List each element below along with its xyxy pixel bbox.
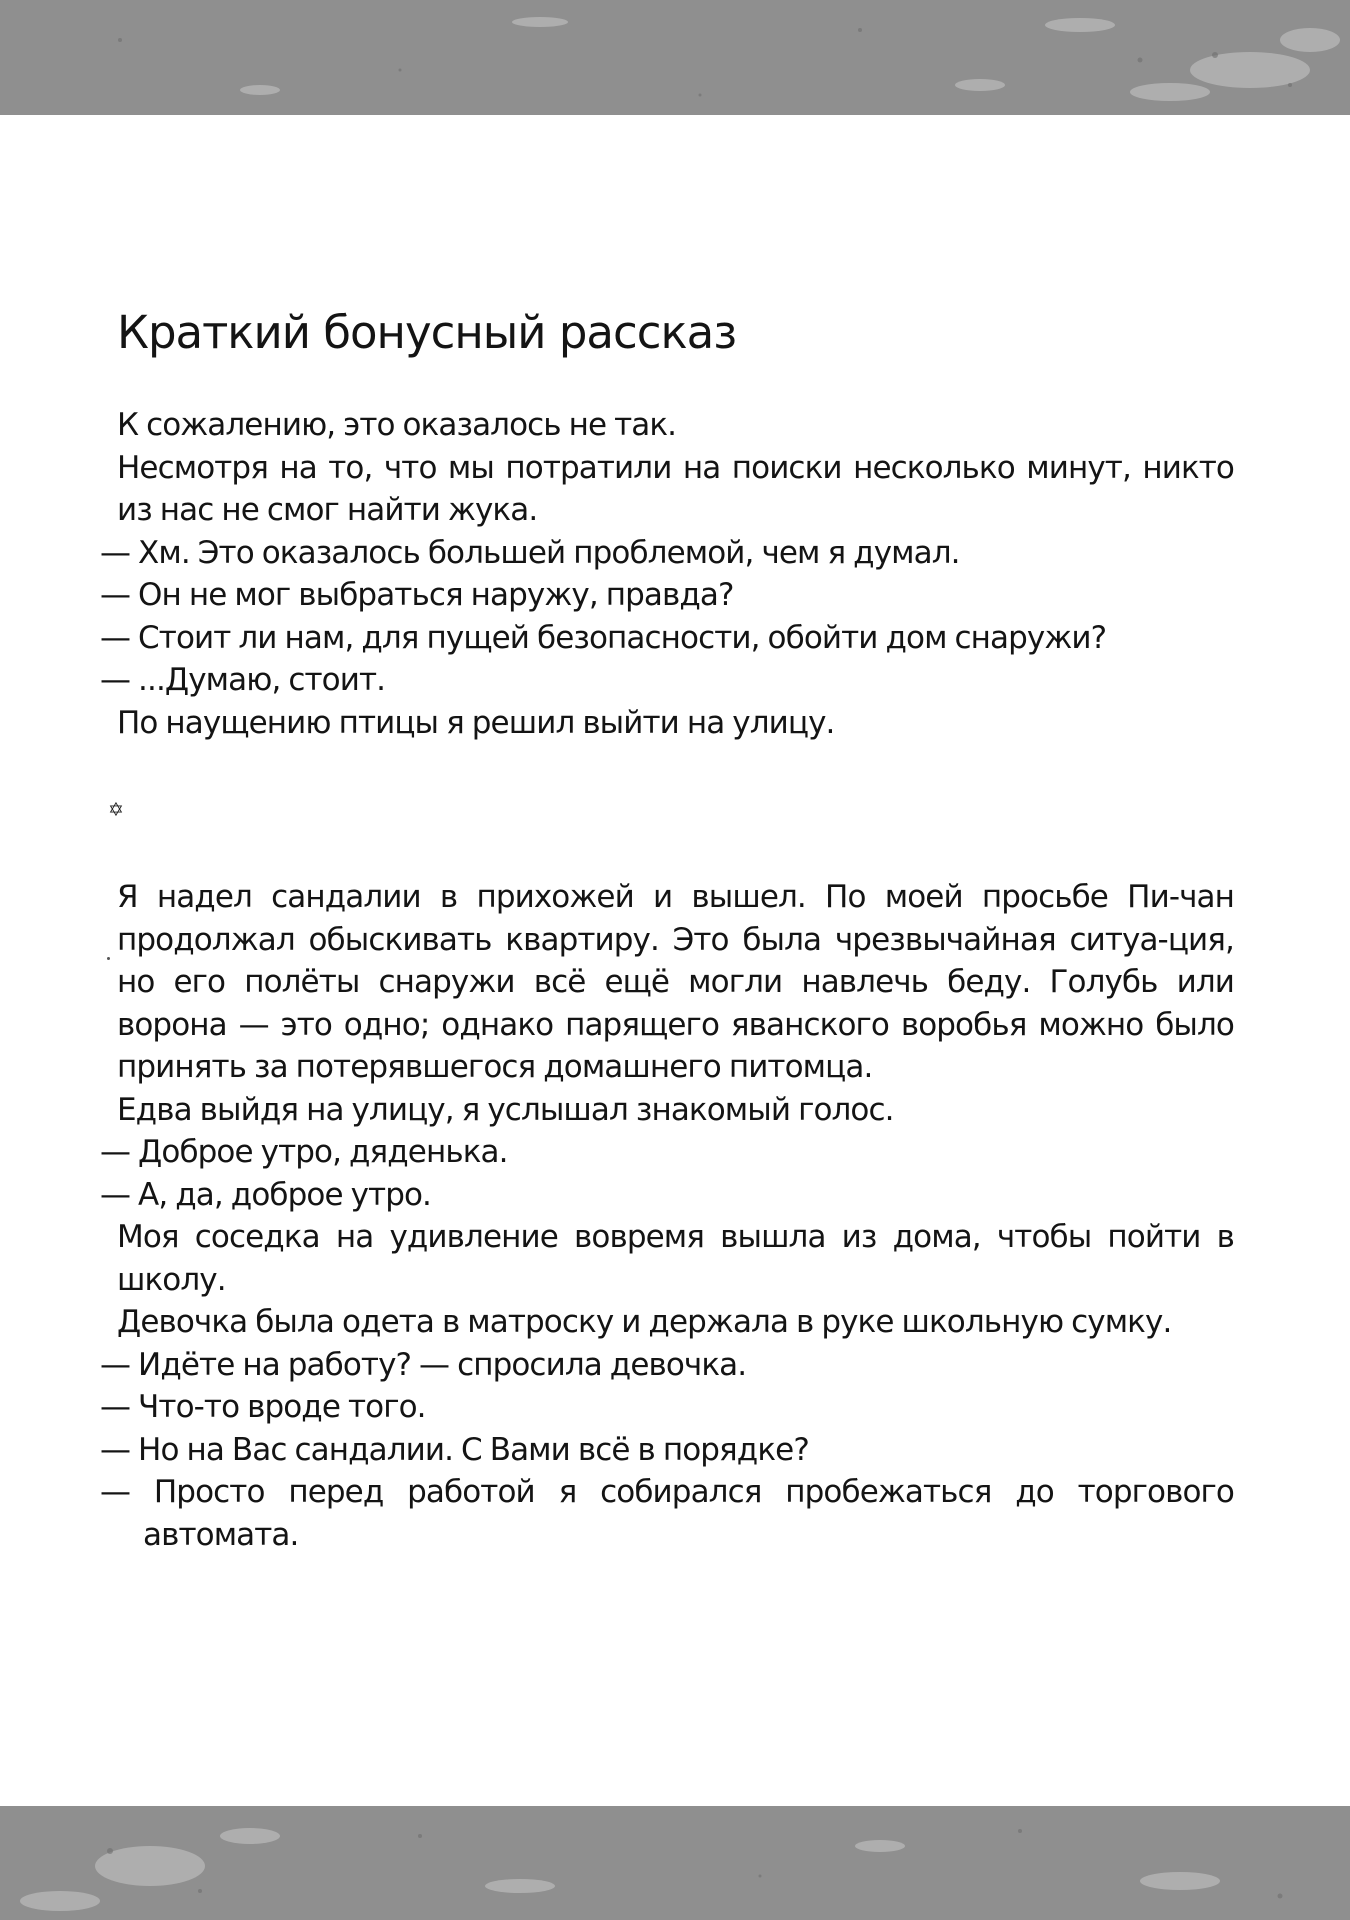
grunge-texture-bottom [0,1806,1350,1920]
narration-paragraph: К сожалению, это оказалось не так. [117,407,677,443]
narration-paragraph: Едва выйдя на улицу, я услышал знакомый голос. [117,1091,894,1128]
dialogue-line: — Но на Вас сандалии. С Вами всё в порядке? [100,1431,809,1468]
narration-paragraph: Я надел сандалии в прихожей и вышел. По моей просьбе Пи-чан продолжал обыскивать квартиру. Это была чрезвычайная ситуа-ция, но его полёты снаружи всё ещё могли навлечь беду. Голубь или ворона — это одно; однако парящего яванского воробья можно было принять за потерявшегося домашнего питомца. [117,879,1234,1085]
dialogue-line: — А, да, доброе утро. [100,1176,431,1213]
page-title: Краткий бонусный рассказ [117,306,737,359]
dialogue-line: — ...Думаю, стоит. [100,662,386,698]
narration-paragraph: По наущению птицы я решил выйти на улицу. [117,704,835,741]
scene-break-star-icon: ✡ [108,799,124,821]
dialogue-line: — Хм. Это оказалось большей проблемой, чем я думал. [100,534,960,571]
text-section-1 [100,404,1234,744]
text-section-2 [100,876,1234,1556]
bottom-border-band [0,1806,1350,1920]
dialogue-line: — Стоит ли нам, для пущей безопасности, обойти дом снаружи? [100,619,1107,656]
dialogue-line: — Он не мог выбраться наружу, правда? [100,577,734,613]
narration-paragraph: Несмотря на то, что мы потратили на поиски несколько минут, никто из нас не смог найти жука. [117,449,1234,528]
narration-paragraph: Моя соседка на удивление вовремя вышла из дома, чтобы пойти в школу. [117,1219,1234,1298]
dialogue-line: — Идёте на работу? — спросила девочка. [100,1346,747,1383]
dialogue-line: — Доброе утро, дяденька. [100,1134,508,1170]
dialogue-line: — Просто перед работой я собирался пробежаться до торгового автомата. [100,1474,1234,1553]
dialogue-line: — Что-то вроде того. [100,1389,426,1425]
grunge-texture-top [0,0,1350,115]
narration-paragraph: Девочка была одета в матроску и держала в руке школьную сумку. [117,1304,1172,1340]
top-border-band [0,0,1350,115]
